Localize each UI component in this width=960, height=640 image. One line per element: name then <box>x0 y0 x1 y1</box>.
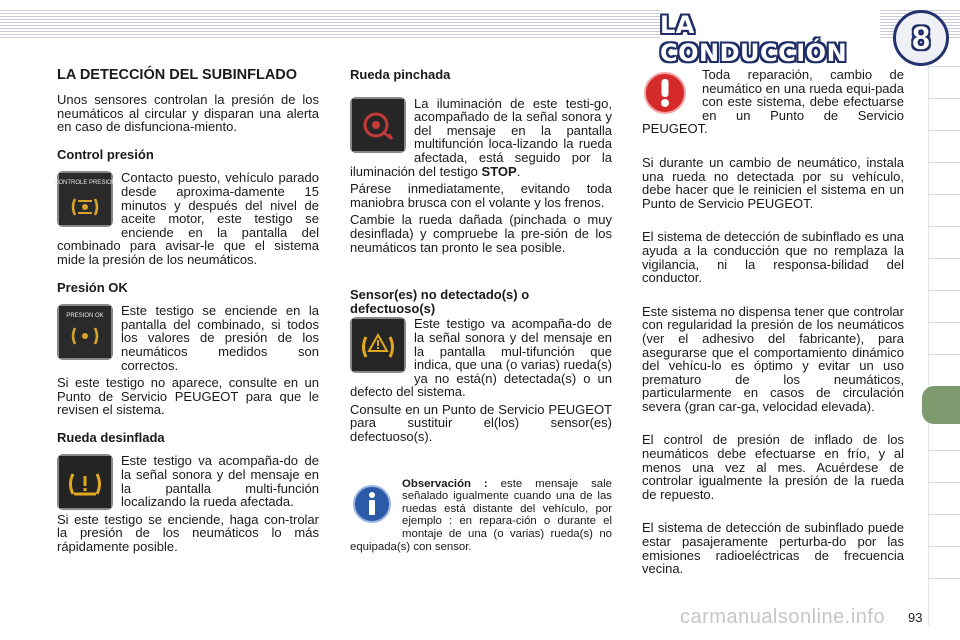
paragraph-1: Si durante un cambio de neumático, instala una rueda no detectada por su vehículo, debe hacer que le reinicien el sistema en un Punto de Servicio PEUGEOT. <box>642 154 904 211</box>
chapter-badge <box>893 10 949 66</box>
presion-ok-icon <box>57 304 113 360</box>
sensor-text: Este testigo va acompaña-do de la señal sonora y del mensaje en la pantalla mul-tifunción que indica, que una (o varias) rueda(s) ya no está(n) detectada(s) o un defecto del sistema. <box>350 316 612 400</box>
intro-text: Unos sensores controlan la presión de los neumáticos al circular y disparan una alerta en caso de disfunciona-miento. <box>57 92 319 135</box>
side-tab[interactable] <box>928 322 960 355</box>
paragraph-2: El sistema de detección de subinflado es una ayuda a la conducción que no remplaza la vigilancia, ni la responsa-bilidad del conductor. <box>642 229 904 286</box>
rueda-desinflada-text-2: Si este testigo se enciende, haga con-trolar la presión de los neumáticos lo más rápidamente posible. <box>57 511 319 555</box>
chapter-number: 8 <box>912 20 930 56</box>
warning-text: Toda reparación, cambio de neumático en una rueda equi-pada con este sistema, debe efectuarse en un Punto de Servicio PEUGEOT. <box>642 67 904 137</box>
control-presion-icon-label: CONTROLE PRESION <box>53 180 117 187</box>
stop-label: STOP <box>481 163 517 179</box>
control-presion-icon <box>53 171 117 227</box>
sensor-heading: Sensor(es) no detectado(s) o defectuoso(s) <box>350 287 530 316</box>
observation-note <box>350 478 612 554</box>
rueda-pinchada-icon <box>350 97 406 153</box>
side-tab[interactable] <box>928 546 960 579</box>
page-number: 93 <box>908 610 923 625</box>
presion-ok-heading: Presión OK <box>57 279 128 295</box>
rueda-pinchada-text-3: Cambie la rueda dañada (pinchada o muy desinflada) y compruebe la pre-sión de los neumáticos tan pronto le sea posible. <box>350 212 612 255</box>
chapter-title: LA CONDUCCIÓN <box>660 11 848 67</box>
side-tab[interactable] <box>928 258 960 291</box>
paragraph-4: El control de presión de inflado de los neumáticos debe efectuarse en frío, y al menos una vez al mes. Acuérdese de controlar igualmente la presión de la rueda de repuesto. <box>642 432 904 502</box>
rueda-pinchada-text-main: La iluminación de este testi-go, acompañado de la señal sonora y del mensaje en la pantalla multifunción loca-lizando la rueda afectada, está seguido por la iluminación del testigo <box>350 95 612 179</box>
rueda-desinflada-text: Este testigo va acompaña-do de la señal sonora y del mensaje en la pantalla multi-función localizando la rueda afectada. <box>121 453 319 510</box>
rueda-pinchada-heading: Rueda pinchada <box>350 67 451 82</box>
rueda-pinchada-text-2: Párese inmediatamente, evitando toda maniobra brusca con el volante y los frenos. <box>350 181 612 210</box>
side-tab-active[interactable] <box>922 386 960 424</box>
side-tab[interactable] <box>928 354 960 387</box>
presion-ok-icon-label: PRESION OK <box>66 313 104 320</box>
rueda-desinflada-heading: Rueda desinflada <box>57 429 165 445</box>
side-tab[interactable] <box>928 66 960 99</box>
observation-body: este mensaje sale señalado igualmente cuando una de las ruedas está distante del vehículo, por ejemplo : en repara-ción o durante el montaje de una (o varias) rueda(s) no equipada(s) con sensor. <box>350 477 613 553</box>
column-1 <box>53 67 319 555</box>
tire-pressure-warning-icon <box>57 454 113 510</box>
side-tab[interactable] <box>928 290 960 323</box>
control-presion-text: Contacto puesto, vehículo parado desde aproxima-damente 15 minutos y después del nivel de aceite motor, este testigo se enciende en la pantalla del combinado para avisar-le que el sistema mide la presión de los neumáticos. <box>57 170 319 267</box>
presion-ok-text: Este testigo se enciende en la pantalla del combinado, si todos los valores de presión de los neumáticos medidos son correctos. <box>121 303 319 373</box>
observation-label: Observación : <box>402 477 488 490</box>
side-tab[interactable] <box>928 578 960 611</box>
column-3 <box>642 68 904 576</box>
info-icon <box>352 484 392 528</box>
paragraph-5: El sistema de detección de subinflado puede estar pasajeramente perturba-do por las emisiones radioeléctricas de frecuencia vecina. <box>642 520 904 577</box>
chapter-title-box <box>660 10 880 67</box>
sensor-text-2: Consulte en un Punto de Servicio PEUGEOT para sustituir el(los) sensor(es) defectuoso(s). <box>350 401 612 445</box>
section-title: LA DETECCIÓN DEL SUBINFLADO <box>57 67 298 83</box>
sensor-defect-icon <box>350 317 406 373</box>
side-tab[interactable] <box>928 98 960 131</box>
side-tab[interactable] <box>928 482 960 515</box>
side-tab[interactable] <box>928 162 960 195</box>
column-2 <box>350 68 612 553</box>
side-tab[interactable] <box>928 194 960 227</box>
side-tabs <box>928 66 960 626</box>
rueda-pinchada-text: La iluminación de este testi-go, acompañado de la señal sonora y del mensaje en la pantalla multifunción loca-lizando la rueda afectada, está seguido por la iluminación del testigo STOP. <box>350 95 612 179</box>
presion-ok-text-2: Si este testigo no aparece, consulte en un Punto de Servicio PEUGEOT para que le revisen el sistema. <box>57 375 319 418</box>
side-tab[interactable] <box>928 514 960 547</box>
side-tab[interactable] <box>928 450 960 483</box>
side-tab[interactable] <box>928 130 960 163</box>
watermark: carmanualsonline.info <box>680 606 886 628</box>
side-tab[interactable] <box>928 226 960 259</box>
paragraph-3: Este sistema no dispensa tener que controlar con regularidad la presión de los neumáticos (ver el adhesivo del fabricante), para asegurarse que el comportamiento dinámico del vehícu-lo es óptimo y evitar un uso prematuro de los neumáticos, particularmente en casos de circulación severa (gran car-ga, velocidad elevada). <box>642 303 904 414</box>
control-presion-heading: Control presión <box>57 146 154 162</box>
warning-icon <box>642 70 688 116</box>
